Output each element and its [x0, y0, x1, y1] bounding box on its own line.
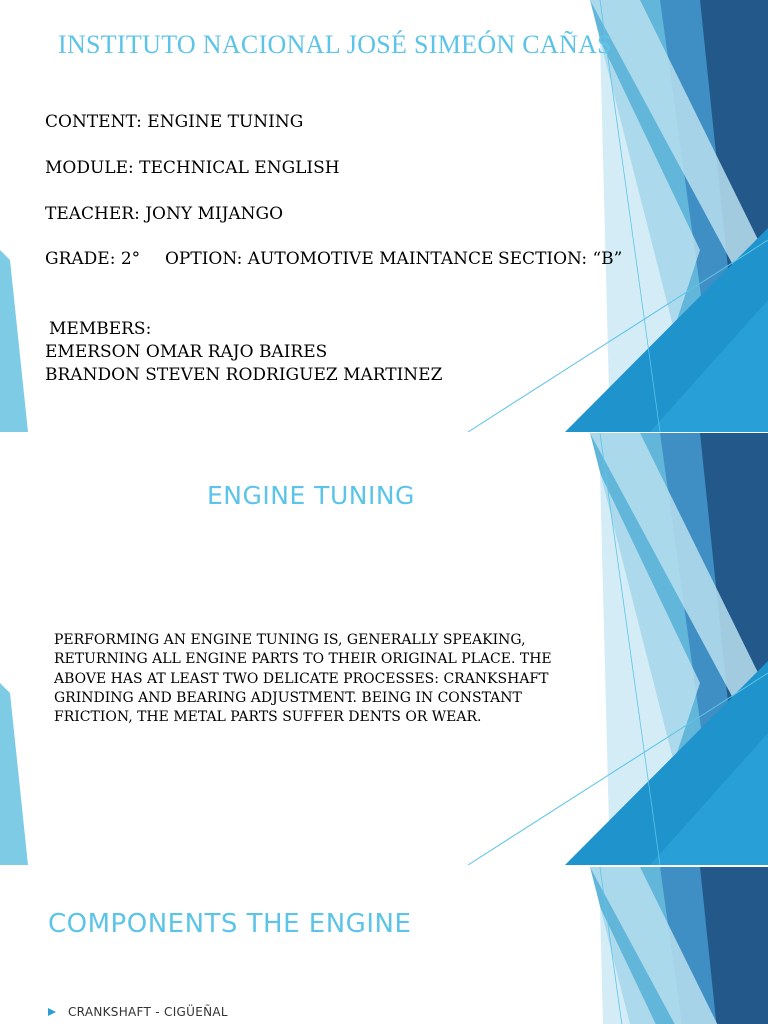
- option-text: OPTION: AUTOMOTIVE MAINTANCE: [165, 249, 494, 269]
- slide-heading: ENGINE TUNING: [207, 481, 415, 510]
- module-line: MODULE: TECHNICAL ENGLISH: [45, 158, 340, 178]
- slide-components: [0, 867, 768, 1024]
- content-line: CONTENT: ENGINE TUNING: [45, 112, 304, 132]
- slide-heading: COMPONENTS THE ENGINE: [48, 909, 412, 939]
- slide-engine-tuning: [0, 433, 768, 865]
- slide-title: [0, 0, 768, 432]
- member-name: BRANDON STEVEN RODRIGUEZ MARTINEZ: [45, 365, 443, 385]
- teacher-line: TEACHER: JONY MIJANGO: [45, 204, 284, 224]
- grade-text: GRADE: 2°: [45, 249, 141, 269]
- slide-decoration: [0, 867, 768, 1024]
- section-text: SECTION: “B”: [498, 249, 623, 269]
- member-name: EMERSON OMAR RAJO BAIRES: [45, 342, 328, 362]
- members-label: MEMBERS:: [49, 319, 152, 339]
- list-item: [48, 1005, 228, 1019]
- triangle-right-icon: [48, 1008, 56, 1016]
- list-item-text: CRANKSHAFT - CIGÜEÑAL: [68, 1005, 228, 1019]
- institution-title: INSTITUTO NACIONAL JOSÉ SIMEÓN CAÑAS: [58, 30, 612, 59]
- slide-body-text: PERFORMING AN ENGINE TUNING IS, GENERALLY SPEAKING, RETURNING ALL ENGINE PARTS TO THEIR ORIGINAL PLACE. THE ABOVE HAS AT LEAST TWO DELICATE PROCESSES: CRANKSHAFT GRINDING AND BEARING ADJUSTMENT. BEING IN CONSTANT FRICTION, THE METAL PARTS SUFFER DENTS OR WEAR.: [54, 632, 552, 726]
